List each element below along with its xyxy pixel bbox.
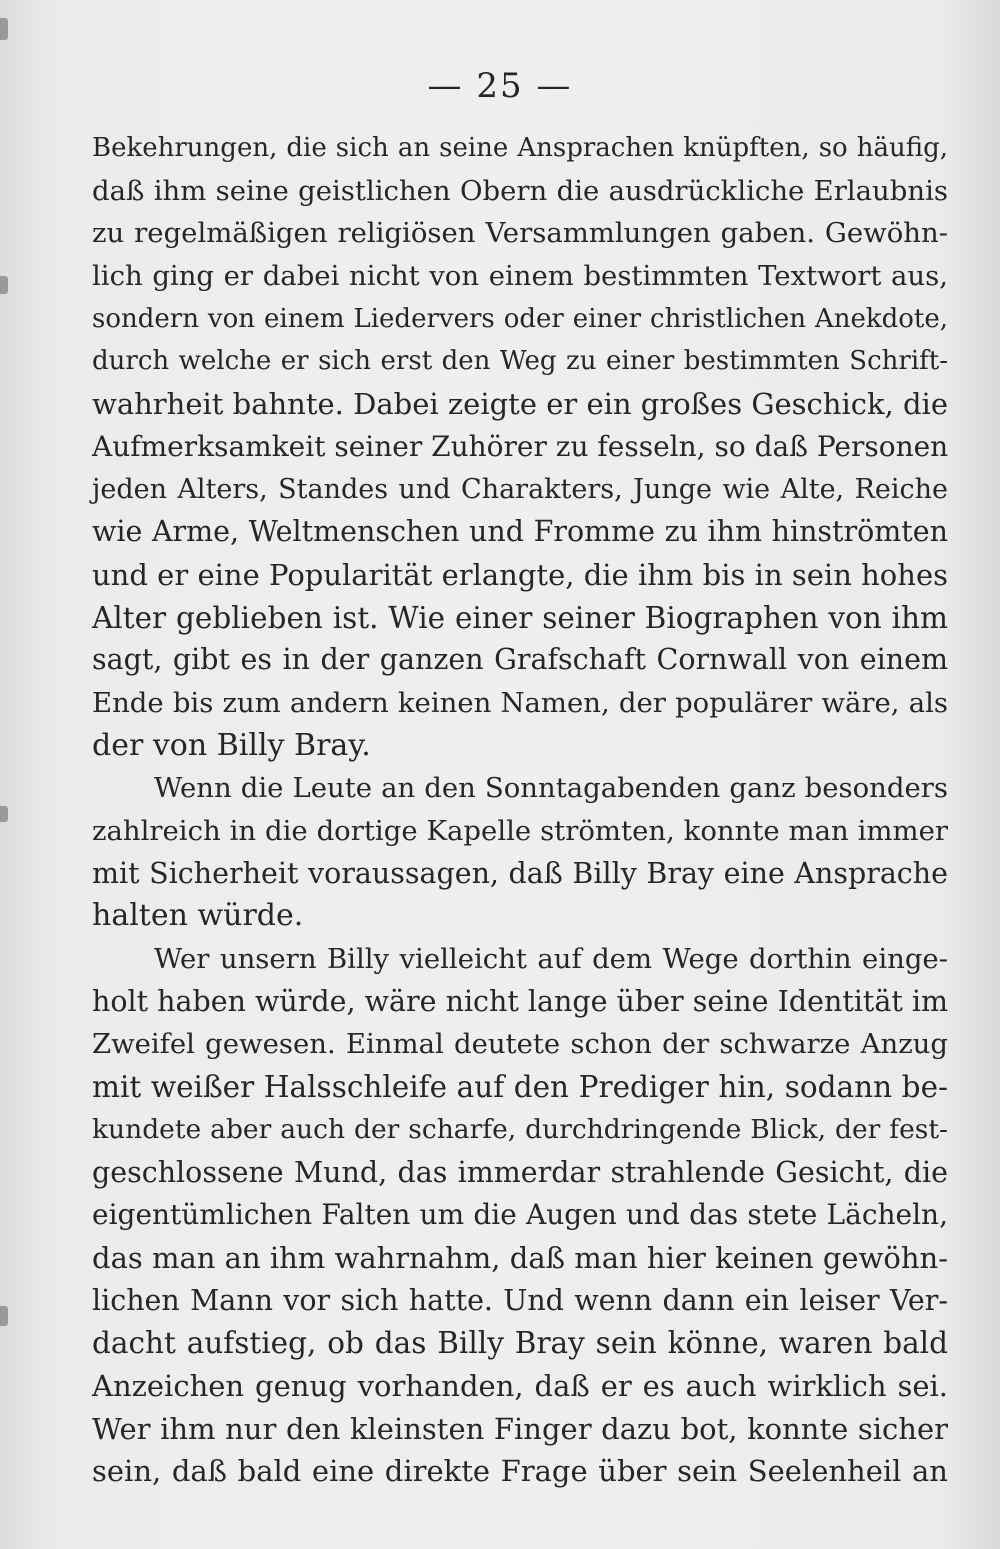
text-line: kundete aber auch der scharfe, durchdringende Blick, der fest- — [92, 1113, 948, 1145]
text-line: Anzeichen genug vorhanden, daß er es auch wirklich sei. — [92, 1368, 948, 1403]
text-line: Zweifel gewesen. Einmal deutete schon der schwarze Anzug — [92, 1028, 948, 1061]
text-line: sondern von einem Liedervers oder einer christlichen Anekdote, — [92, 303, 948, 334]
page-edge-mark — [0, 1306, 8, 1326]
paragraph-last-line: der von Billy Bray. — [92, 727, 371, 763]
text-line: Wer ihm nur den kleinsten Finger dazu bot, konnte sicher — [92, 1411, 948, 1446]
text-line: sein, daß bald eine direkte Frage über sein Seelenheil an — [92, 1454, 948, 1489]
page-edge-mark — [0, 806, 8, 822]
text-line: geschlossene Mund, das immerdar strahlende Gesicht, die — [92, 1155, 948, 1189]
text-line: das man an ihm wahrnahm, daß man hier keinen gewöhn- — [92, 1240, 948, 1275]
text-line: holt haben würde, wäre nicht lange über seine Identität im — [92, 984, 948, 1018]
page-number: — 25 — — [427, 66, 573, 106]
text-line: dacht aufstieg, ob das Billy Bray sein könne, waren bald — [92, 1326, 948, 1361]
paragraph-last-line: halten würde. — [92, 898, 304, 934]
text-line: wie Arme, Weltmenschen und Fromme zu ihm hinströmten — [92, 515, 948, 549]
body-text — [92, 127, 948, 1493]
paragraph-first-line: Wenn die Leute an den Sonntagabenden ganz besonders — [154, 772, 948, 805]
paragraph-first-line: Wer unsern Billy vielleicht auf dem Wege dorthin einge- — [154, 943, 948, 976]
text-line: sagt, gibt es in der ganzen Grafschaft Cornwall von einem — [92, 643, 948, 677]
text-line: eigentümlichen Falten um die Augen und das stete Lächeln, — [92, 1198, 948, 1232]
text-line: mit weißer Halsschleife auf den Prediger hin, sodann be- — [92, 1070, 948, 1105]
text-line: Aufmerksamkeit seiner Zuhörer zu fesseln, so daß Personen — [92, 429, 949, 463]
text-line: durch welche er sich erst den Weg zu einer bestimmten Schrift- — [92, 346, 948, 377]
text-line: lich ging er dabei nicht von einem bestimmten Textwort aus, — [92, 260, 948, 293]
text-line: zu regelmäßigen religiösen Versammlungen gaben. Gewöhn- — [92, 217, 948, 250]
page-edge-mark — [0, 18, 8, 40]
text-line: zahlreich in die dortige Kapelle strömten, konnte man immer — [92, 815, 948, 847]
text-line: lichen Mann vor sich hatte. Und wenn dann ein leiser Ver- — [92, 1283, 948, 1317]
text-line: daß ihm seine geistlichen Obern die ausdrückliche Erlaubnis — [92, 174, 948, 207]
text-line: und er eine Popularität erlangte, die ihm bis in sein hohes — [92, 557, 948, 592]
text-line: mit Sicherheit voraussagen, daß Billy Bray eine Ansprache — [92, 856, 948, 890]
text-line: Bekehrungen, die sich an seine Ansprachen knüpften, so häufig, — [92, 133, 948, 163]
page-edge-mark — [0, 276, 8, 294]
text-line: wahrheit bahnte. Dabei zeigte er ein großes Geschick, die — [92, 387, 948, 422]
text-line: Alter geblieben ist. Wie einer seiner Biographen von ihm — [92, 600, 948, 635]
text-line: Ende bis zum andern keinen Namen, der populärer wäre, als — [92, 686, 948, 719]
text-line: jeden Alters, Standes und Charakters, Junge wie Alte, Reiche — [92, 473, 948, 505]
